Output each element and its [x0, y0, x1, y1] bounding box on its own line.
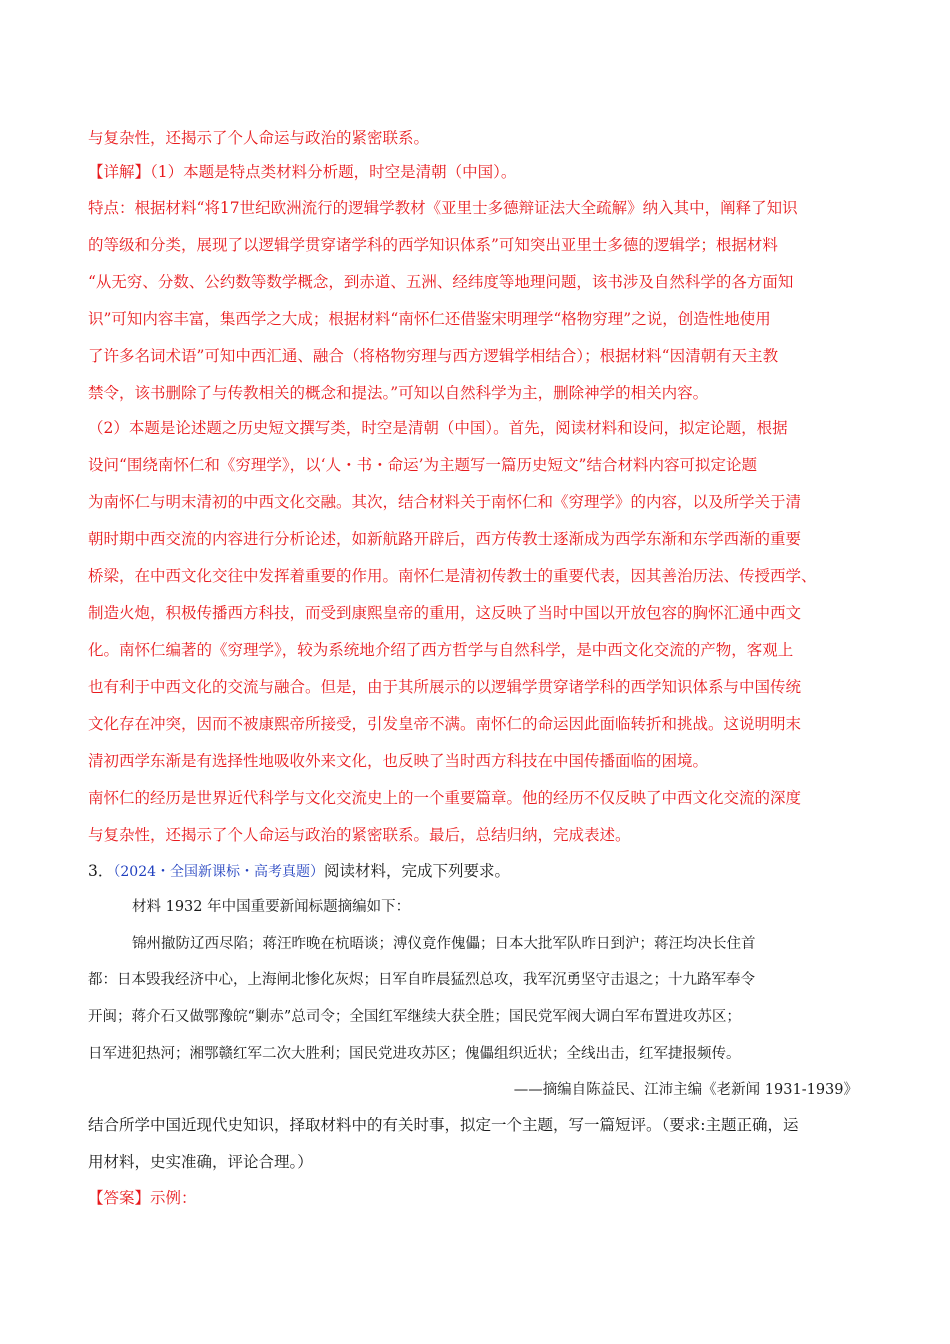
detail-part2-line: 设问“围绕南怀仁和《穷理学》，以‘人・书・命运’为主题写一篇历史短文”结合材料内容可拟定论题: [88, 456, 757, 474]
detail-part1-line: 禁令，该书删除了与传教相关的概念和提法。”可知以自然科学为主，删除神学的相关内容。: [88, 384, 709, 402]
task-line: 用材料，史实准确，评论合理。）: [88, 1153, 313, 1171]
detail-part2-line: 为南怀仁与明末清初的中西文化交融。其次，结合材料关于南怀仁和《穷理学》的内容，以及所学关于清: [88, 493, 802, 511]
detail-part2-line: 清初西学东渐是有选择性地吸收外来文化，也反映了当时西方科技在中国传播面临的困境。: [88, 752, 709, 770]
detail-part2-line: 也有利于中西文化的交流与融合。但是，由于其所展示的以逻辑学贯穿诸学科的西学知识体系与中国传统: [88, 678, 802, 696]
detail-part2-line: 文化存在冲突，因而不被康熙帝所接受，引发皇帝不满。南怀仁的命运因此面临转折和挑战。这说明明末: [88, 715, 802, 733]
task-line: 结合所学中国近现代史知识，择取材料中的有关时事，拟定一个主题，写一篇短评。（要求:主题正确，运: [88, 1116, 799, 1134]
answer-heading-line: [88, 1188, 197, 1208]
detail-part2-line: 朝时期中西交流的内容进行分析论述，如新航路开辟后，西方传教士逐渐成为西学东渐和东学西渐的重要: [88, 530, 802, 548]
detail-part1-line: 识”可知内容丰富，集西学之大成；根据材料“南怀仁还借鉴宋明理学“格物穷理”之说，创造性地使用: [88, 310, 771, 328]
question-3-heading: [88, 861, 510, 882]
question-source: （2024・全国新课标・高考真题）: [113, 864, 325, 880]
answer-tail-line: 与复杂性，还揭示了个人命运与政治的紧密联系。: [88, 129, 430, 147]
detail-tag: 【详解】: [88, 163, 151, 181]
detail-part1-line: “从无穷、分数、公约数等数学概念，到赤道、五洲、经纬度等地理问题，该书涉及自然科学的各方面知: [88, 273, 794, 291]
detail-part2-line: （2）本题是论述题之历史短文撰写类，时空是清朝（中国）。首先，阅读材料和设问，拟定论题，根据: [88, 419, 788, 437]
material-citation: ——摘编自陈益民、江沛主编《老新闻 1931-1939》: [513, 1082, 858, 1098]
detail-part1-line: 了许多名词术语”可知中西汇通、融合（将格物穷理与西方逻辑学相结合）；根据材料“因清朝有天主教: [88, 347, 779, 365]
detail-part2-line: 制造火炮，积极传播西方科技，而受到康熙皇帝的重用，这反映了当时中国以开放包容的胸怀汇通中西文: [88, 604, 802, 622]
detail-part1-line: 的等级和分类，展现了以逻辑学贯穿诸学科的西学知识体系”可知突出亚里士多德的逻辑学；根据材料: [88, 236, 778, 254]
detail-part2-line: 桥梁，在中西文化交往中发挥着重要的作用。南怀仁是清初传教士的重要代表，因其善治历法、传授西学、: [88, 567, 817, 585]
detail-part2-line: 与复杂性，还揭示了个人命运与政治的紧密联系。最后，总结归纳，完成表述。: [88, 826, 631, 844]
material-line: 日军进犯热河；湘鄂赣红军二次大胜利；国民党进攻苏区；傀儡组织近状；全线出击，红军捷报频传。: [88, 1046, 741, 1062]
material-line: 锦州撤防辽西尽陷；蒋汪昨晚在杭晤谈；溥仪竟作傀儡；日本大批军队昨日到沪；蒋汪均决长住首: [132, 936, 756, 952]
detail-intro: （1）本题是特点类材料分析题，时空是清朝（中国）。: [150, 163, 517, 181]
answer-tag: 【答案】: [88, 1189, 151, 1207]
answer-text: 示例：: [150, 1189, 197, 1207]
detail-part2-line: 南怀仁的经历是世界近代科学与文化交流史上的一个重要篇章。他的经历不仅反映了中西文化交流的深度: [88, 789, 802, 807]
question-prompt: 阅读材料，完成下列要求。: [324, 862, 511, 880]
material-line: 都：日本毁我经济中心，上海闸北惨化灰烬；日军自昨晨猛烈总攻，我军沉勇坚守击退之；十九路军奉令: [88, 972, 755, 988]
detail-part2-line: 化。南怀仁编著的《穷理学》，较为系统地介绍了西方哲学与自然科学，是中西文化交流的产物，客观上: [88, 641, 794, 659]
material-intro: 材料 1932 年中国重要新闻标题摘编如下：: [132, 899, 411, 915]
material-line: 开闽；蒋介石又做鄂豫皖“剿赤”总司令；全国红军继续大获全胜；国民党军阀大调白军布置进攻苏区；: [88, 1009, 741, 1025]
detail-heading-line: [88, 162, 516, 182]
detail-part1-line: 特点：根据材料“将17世纪欧洲流行的逻辑学教材《亚里士多德辩证法大全疏解》纳入其中，阐释了知识: [88, 199, 798, 217]
question-number: 3．: [88, 862, 114, 880]
